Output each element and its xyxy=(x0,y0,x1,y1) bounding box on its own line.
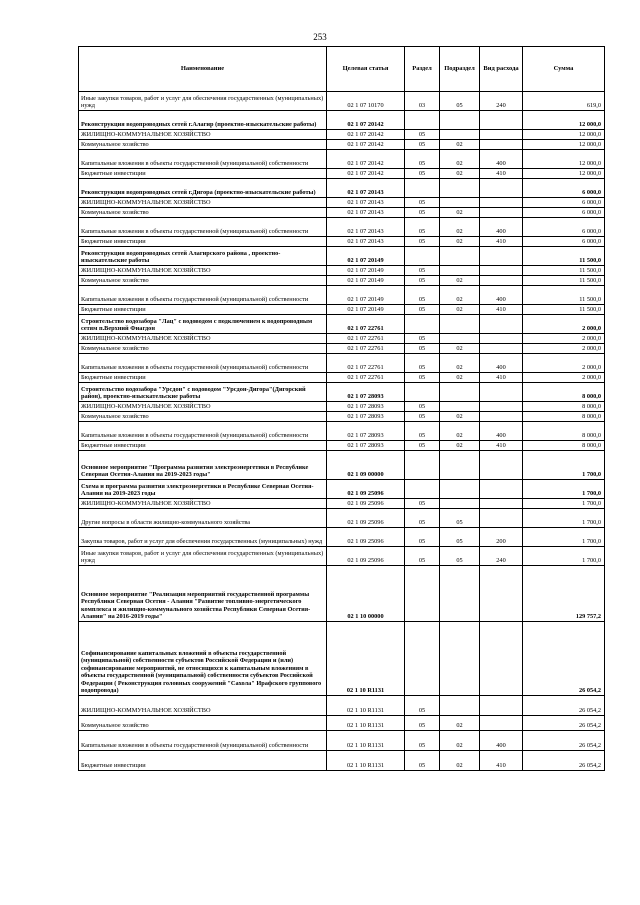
row-sum: 11 500,0 xyxy=(523,276,605,286)
row-name: Строительство водозабора "Лац" с водоводом с подключением к водопроводным сетям п.Верхний Фиагдон xyxy=(79,315,327,334)
row-expense-type xyxy=(480,198,523,208)
row-name: Капитальные вложения в объекты государственной (муниципальной) собственности xyxy=(79,218,327,237)
row-subsection xyxy=(440,451,480,480)
row-name: ЖИЛИЩНО-КОММУНАЛЬНОЕ ХОЗЯЙСТВО xyxy=(79,334,327,344)
row-sum: 1 700,0 xyxy=(523,480,605,499)
row-section: 05 xyxy=(405,354,440,373)
row-sum: 12 000,0 xyxy=(523,169,605,179)
table-row xyxy=(79,716,605,731)
row-target-code: 02 1 07 20149 xyxy=(327,286,405,305)
row-target-code: 02 1 07 20142 xyxy=(327,150,405,169)
row-section: 03 xyxy=(405,92,440,111)
row-subsection xyxy=(440,198,480,208)
row-section: 05 xyxy=(405,237,440,247)
row-target-code: 02 1 07 22761 xyxy=(327,334,405,344)
row-target-code: 02 1 07 22761 xyxy=(327,344,405,354)
row-section: 05 xyxy=(405,441,440,451)
table-row xyxy=(79,622,605,696)
row-expense-type xyxy=(480,566,523,622)
row-sum: 2 000,0 xyxy=(523,354,605,373)
row-subsection xyxy=(440,130,480,140)
row-expense-type xyxy=(480,402,523,412)
row-subsection xyxy=(440,696,480,716)
row-target-code: 02 1 09 00000 xyxy=(327,451,405,480)
row-expense-type xyxy=(480,383,523,402)
row-subsection xyxy=(440,480,480,499)
row-section: 05 xyxy=(405,499,440,509)
table-row xyxy=(79,751,605,771)
row-section: 05 xyxy=(405,716,440,731)
row-expense-type xyxy=(480,315,523,334)
row-subsection: 02 xyxy=(440,731,480,751)
row-name: Бюджетные инвестиции xyxy=(79,441,327,451)
row-target-code: 02 1 09 25096 xyxy=(327,547,405,566)
row-target-code: 02 1 07 20142 xyxy=(327,130,405,140)
row-name: Капитальные вложения в объекты государственной (муниципальной) собственности xyxy=(79,354,327,373)
row-section: 05 xyxy=(405,130,440,140)
row-name: Бюджетные инвестиции xyxy=(79,751,327,771)
row-subsection: 02 xyxy=(440,169,480,179)
table-row xyxy=(79,179,605,198)
row-section: 05 xyxy=(405,334,440,344)
row-expense-type: 410 xyxy=(480,237,523,247)
row-name: ЖИЛИЩНО-КОММУНАЛЬНОЕ ХОЗЯЙСТВО xyxy=(79,198,327,208)
row-name: Реконструкция водопроводных сетей г.Алагир (проектно-изыскательские работы) xyxy=(79,111,327,130)
row-target-code: 02 1 07 20143 xyxy=(327,198,405,208)
row-sum: 8 000,0 xyxy=(523,383,605,402)
row-expense-type xyxy=(480,111,523,130)
row-expense-type: 240 xyxy=(480,92,523,111)
header-type: Вид расхода xyxy=(480,47,523,92)
row-subsection xyxy=(440,266,480,276)
row-section: 05 xyxy=(405,509,440,528)
row-section: 05 xyxy=(405,150,440,169)
table-row xyxy=(79,218,605,237)
row-subsection xyxy=(440,402,480,412)
row-section xyxy=(405,111,440,130)
row-target-code: 02 1 07 28093 xyxy=(327,383,405,402)
row-target-code: 02 1 07 20149 xyxy=(327,266,405,276)
table-row xyxy=(79,402,605,412)
row-name: Коммунальное хозяйство xyxy=(79,276,327,286)
row-target-code: 02 1 10 R1131 xyxy=(327,731,405,751)
table-row xyxy=(79,499,605,509)
table-row xyxy=(79,266,605,276)
row-subsection xyxy=(440,111,480,130)
row-section: 05 xyxy=(405,218,440,237)
row-name: Капитальные вложения в объекты государственной (муниципальной) собственности xyxy=(79,150,327,169)
table-row xyxy=(79,130,605,140)
row-subsection: 02 xyxy=(440,237,480,247)
row-section xyxy=(405,315,440,334)
row-sum: 26 054,2 xyxy=(523,751,605,771)
row-name: ЖИЛИЩНО-КОММУНАЛЬНОЕ ХОЗЯЙСТВО xyxy=(79,130,327,140)
row-sum: 129 757,2 xyxy=(523,566,605,622)
row-target-code: 02 1 07 22761 xyxy=(327,354,405,373)
table-row xyxy=(79,566,605,622)
row-subsection: 02 xyxy=(440,716,480,731)
row-expense-type xyxy=(480,344,523,354)
row-target-code: 02 1 07 20143 xyxy=(327,208,405,218)
row-name: Бюджетные инвестиции xyxy=(79,169,327,179)
row-target-code: 02 1 07 20143 xyxy=(327,237,405,247)
table-row xyxy=(79,344,605,354)
table-row xyxy=(79,412,605,422)
row-expense-type xyxy=(480,696,523,716)
row-expense-type xyxy=(480,334,523,344)
row-expense-type: 400 xyxy=(480,731,523,751)
row-section xyxy=(405,451,440,480)
row-sum: 12 000,0 xyxy=(523,150,605,169)
table-header xyxy=(79,47,605,92)
row-subsection xyxy=(440,383,480,402)
table-row xyxy=(79,198,605,208)
row-expense-type xyxy=(480,480,523,499)
row-name: Капитальные вложения в объекты государственной (муниципальной) собственности xyxy=(79,731,327,751)
row-name: Реконструкция водопроводных сетей г.Дигора (проектно-изыскательские работы) xyxy=(79,179,327,198)
row-subsection: 02 xyxy=(440,344,480,354)
row-expense-type: 400 xyxy=(480,218,523,237)
table-row xyxy=(79,286,605,305)
row-expense-type xyxy=(480,716,523,731)
row-section xyxy=(405,383,440,402)
header-name: Наименование xyxy=(79,47,327,92)
row-target-code: 02 1 07 22761 xyxy=(327,373,405,383)
row-name: Строительство водозабора "Урсдон" с водоводом "Урсдон-Дигора"(Дигорский район), проектно-изыскательские работы xyxy=(79,383,327,402)
row-expense-type: 400 xyxy=(480,354,523,373)
row-name: Основное мероприятие "Реализация мероприятий государственной программы Республики Северная Осетия - Алания "Развитие топливно-энергетического комплекса и жилищно-коммунального хозяйства Республики Северная Осетия-Алания" на 2016-2019 годы" xyxy=(79,566,327,622)
row-target-code: 02 1 07 10170 xyxy=(327,92,405,111)
row-sum: 1 700,0 xyxy=(523,499,605,509)
header-code: Целевая статья xyxy=(327,47,405,92)
header-sum: Сумма xyxy=(523,47,605,92)
row-section: 05 xyxy=(405,305,440,315)
table-row xyxy=(79,731,605,751)
row-sum: 26 054,2 xyxy=(523,716,605,731)
row-expense-type: 400 xyxy=(480,422,523,441)
row-sum: 619,0 xyxy=(523,92,605,111)
table-row xyxy=(79,208,605,218)
row-name: Закупка товаров, работ и услуг для обеспечения государственных (муниципальных) нужд xyxy=(79,528,327,547)
table-row xyxy=(79,373,605,383)
row-section: 05 xyxy=(405,373,440,383)
row-subsection xyxy=(440,334,480,344)
row-section: 05 xyxy=(405,169,440,179)
table-row xyxy=(79,276,605,286)
row-name: Коммунальное хозяйство xyxy=(79,716,327,731)
row-name: Иные закупки товаров, работ и услуг для обеспечения государственных (муниципальных) нужд xyxy=(79,92,327,111)
row-name: Бюджетные инвестиции xyxy=(79,373,327,383)
page-number: 253 xyxy=(313,32,327,42)
row-target-code: 02 1 10 R1131 xyxy=(327,622,405,696)
table-row xyxy=(79,169,605,179)
row-section: 05 xyxy=(405,276,440,286)
row-name: Бюджетные инвестиции xyxy=(79,305,327,315)
table-row xyxy=(79,354,605,373)
budget-table xyxy=(78,46,605,771)
table-row xyxy=(79,547,605,566)
row-expense-type xyxy=(480,509,523,528)
row-sum: 11 500,0 xyxy=(523,266,605,276)
row-section: 05 xyxy=(405,696,440,716)
row-subsection: 02 xyxy=(440,412,480,422)
row-sum: 11 500,0 xyxy=(523,286,605,305)
row-sum: 1 700,0 xyxy=(523,547,605,566)
row-section xyxy=(405,566,440,622)
row-target-code: 02 1 07 28093 xyxy=(327,422,405,441)
table-row xyxy=(79,92,605,111)
row-sum: 26 054,2 xyxy=(523,696,605,716)
row-sum: 2 000,0 xyxy=(523,334,605,344)
row-subsection: 02 xyxy=(440,208,480,218)
row-name: ЖИЛИЩНО-КОММУНАЛЬНОЕ ХОЗЯЙСТВО xyxy=(79,266,327,276)
row-sum: 12 000,0 xyxy=(523,130,605,140)
row-sum: 2 000,0 xyxy=(523,344,605,354)
row-expense-type xyxy=(480,451,523,480)
row-target-code: 02 1 07 28093 xyxy=(327,402,405,412)
row-target-code: 02 1 09 25096 xyxy=(327,499,405,509)
row-subsection: 02 xyxy=(440,276,480,286)
row-sum: 8 000,0 xyxy=(523,412,605,422)
row-subsection xyxy=(440,179,480,198)
row-sum: 1 700,0 xyxy=(523,509,605,528)
row-section: 05 xyxy=(405,286,440,305)
row-sum: 8 000,0 xyxy=(523,441,605,451)
row-sum: 11 500,0 xyxy=(523,247,605,266)
row-target-code: 02 1 09 25096 xyxy=(327,528,405,547)
table-row xyxy=(79,480,605,499)
table-row xyxy=(79,383,605,402)
row-target-code: 02 1 07 20149 xyxy=(327,276,405,286)
row-subsection: 02 xyxy=(440,422,480,441)
row-expense-type xyxy=(480,499,523,509)
row-sum: 6 000,0 xyxy=(523,218,605,237)
row-target-code: 02 1 07 20142 xyxy=(327,140,405,150)
row-subsection: 05 xyxy=(440,528,480,547)
row-sum: 1 700,0 xyxy=(523,528,605,547)
table-row xyxy=(79,528,605,547)
row-target-code: 02 1 10 R1131 xyxy=(327,696,405,716)
table-body xyxy=(79,92,605,771)
row-name: Софинансирование капитальных вложений в объекты государственной (муниципальной) собственности субъектов Российской Федерации и (или) софинансирование мероприятий, не относящихся к капитальным вложениям в объекты государственной (муниципальной) собственности субъектов Российской Федерации ( Реконструкция головных сооружений "Сахола" Ирафского группового водопровода) xyxy=(79,622,327,696)
row-sum: 6 000,0 xyxy=(523,198,605,208)
row-sum: 12 000,0 xyxy=(523,111,605,130)
row-name: Капитальные вложения в объекты государственной (муниципальной) собственности xyxy=(79,422,327,441)
row-expense-type: 410 xyxy=(480,169,523,179)
table-row xyxy=(79,334,605,344)
row-sum: 26 054,2 xyxy=(523,622,605,696)
row-expense-type xyxy=(480,247,523,266)
row-target-code: 02 1 09 25096 xyxy=(327,509,405,528)
row-section xyxy=(405,622,440,696)
row-expense-type: 410 xyxy=(480,373,523,383)
row-section xyxy=(405,179,440,198)
row-expense-type: 400 xyxy=(480,150,523,169)
table-row xyxy=(79,111,605,130)
table-row xyxy=(79,509,605,528)
row-subsection: 05 xyxy=(440,92,480,111)
row-subsection: 05 xyxy=(440,547,480,566)
row-sum: 6 000,0 xyxy=(523,237,605,247)
row-expense-type: 200 xyxy=(480,528,523,547)
row-sum: 6 000,0 xyxy=(523,179,605,198)
row-name: Коммунальное хозяйство xyxy=(79,344,327,354)
row-section: 05 xyxy=(405,751,440,771)
row-expense-type: 400 xyxy=(480,286,523,305)
table-row xyxy=(79,247,605,266)
row-subsection xyxy=(440,499,480,509)
row-section: 05 xyxy=(405,344,440,354)
row-subsection: 02 xyxy=(440,751,480,771)
row-target-code: 02 1 07 28093 xyxy=(327,412,405,422)
row-name: Коммунальное хозяйство xyxy=(79,208,327,218)
table-row xyxy=(79,422,605,441)
row-target-code: 02 1 07 28093 xyxy=(327,441,405,451)
row-section: 05 xyxy=(405,412,440,422)
table-row xyxy=(79,150,605,169)
row-target-code: 02 1 10 R1131 xyxy=(327,751,405,771)
row-target-code: 02 1 07 20142 xyxy=(327,111,405,130)
row-expense-type xyxy=(480,412,523,422)
row-subsection: 02 xyxy=(440,150,480,169)
row-target-code: 02 1 10 00000 xyxy=(327,566,405,622)
row-name: ЖИЛИЩНО-КОММУНАЛЬНОЕ ХОЗЯЙСТВО xyxy=(79,402,327,412)
row-expense-type xyxy=(480,140,523,150)
row-name: Схема и программа развития электроэнергетики в Республике Северная Осетия-Алания на 2019-2023 годы xyxy=(79,480,327,499)
row-name: ЖИЛИЩНО-КОММУНАЛЬНОЕ ХОЗЯЙСТВО xyxy=(79,499,327,509)
row-target-code: 02 1 07 20143 xyxy=(327,179,405,198)
row-target-code: 02 1 07 20149 xyxy=(327,305,405,315)
row-subsection: 02 xyxy=(440,354,480,373)
row-section: 05 xyxy=(405,731,440,751)
row-name: Капитальные вложения в объекты государственной (муниципальной) собственности xyxy=(79,286,327,305)
row-subsection: 02 xyxy=(440,441,480,451)
table-row xyxy=(79,237,605,247)
row-target-code: 02 1 07 20149 xyxy=(327,247,405,266)
table-row xyxy=(79,140,605,150)
row-target-code: 02 1 07 22761 xyxy=(327,315,405,334)
row-subsection xyxy=(440,247,480,266)
row-expense-type: 410 xyxy=(480,441,523,451)
row-name: Основное мероприятие "Программа развития электроэнергетики в Республике Северная Осетия-Алания на 2019-2023 годы" xyxy=(79,451,327,480)
row-name: Другие вопросы в области жилищно-коммунального хозяйства xyxy=(79,509,327,528)
row-expense-type: 240 xyxy=(480,547,523,566)
row-name: Коммунальное хозяйство xyxy=(79,412,327,422)
row-name: ЖИЛИЩНО-КОММУНАЛЬНОЕ ХОЗЯЙСТВО xyxy=(79,696,327,716)
row-section: 05 xyxy=(405,198,440,208)
row-section: 05 xyxy=(405,547,440,566)
row-sum: 26 054,2 xyxy=(523,731,605,751)
row-sum: 8 000,0 xyxy=(523,402,605,412)
row-section: 05 xyxy=(405,208,440,218)
table-row xyxy=(79,305,605,315)
row-subsection: 02 xyxy=(440,305,480,315)
header-subsection: Подраздел xyxy=(440,47,480,92)
row-name: Коммунальное хозяйство xyxy=(79,140,327,150)
row-expense-type xyxy=(480,622,523,696)
row-target-code: 02 1 07 20143 xyxy=(327,218,405,237)
row-section xyxy=(405,247,440,266)
row-section: 05 xyxy=(405,266,440,276)
row-name: Иные закупки товаров, работ и услуг для обеспечения государственных (муниципальных) нужд xyxy=(79,547,327,566)
row-target-code: 02 1 07 20142 xyxy=(327,169,405,179)
row-section: 05 xyxy=(405,422,440,441)
row-subsection xyxy=(440,315,480,334)
row-expense-type xyxy=(480,266,523,276)
row-subsection: 05 xyxy=(440,509,480,528)
row-subsection xyxy=(440,566,480,622)
row-sum: 11 500,0 xyxy=(523,305,605,315)
table-row xyxy=(79,451,605,480)
row-sum: 2 000,0 xyxy=(523,373,605,383)
header-section: Раздел xyxy=(405,47,440,92)
row-section: 05 xyxy=(405,402,440,412)
row-name: Бюджетные инвестиции xyxy=(79,237,327,247)
row-sum: 12 000,0 xyxy=(523,140,605,150)
table-row xyxy=(79,696,605,716)
table-row xyxy=(79,441,605,451)
row-subsection: 02 xyxy=(440,373,480,383)
row-expense-type xyxy=(480,208,523,218)
row-section: 05 xyxy=(405,528,440,547)
row-subsection: 02 xyxy=(440,218,480,237)
row-target-code: 02 1 09 25096 xyxy=(327,480,405,499)
row-sum: 6 000,0 xyxy=(523,208,605,218)
row-sum: 8 000,0 xyxy=(523,422,605,441)
row-target-code: 02 1 10 R1131 xyxy=(327,716,405,731)
row-subsection xyxy=(440,622,480,696)
row-subsection: 02 xyxy=(440,140,480,150)
row-expense-type xyxy=(480,179,523,198)
row-section xyxy=(405,480,440,499)
row-subsection: 02 xyxy=(440,286,480,305)
table-row xyxy=(79,315,605,334)
row-expense-type xyxy=(480,276,523,286)
row-expense-type: 410 xyxy=(480,305,523,315)
row-section: 05 xyxy=(405,140,440,150)
row-name: Реконструкция водопроводных сетей Алагирского района , проектно-изыскательские работы xyxy=(79,247,327,266)
row-sum: 2 000,0 xyxy=(523,315,605,334)
row-expense-type xyxy=(480,130,523,140)
row-expense-type: 410 xyxy=(480,751,523,771)
row-sum: 1 700,0 xyxy=(523,451,605,480)
